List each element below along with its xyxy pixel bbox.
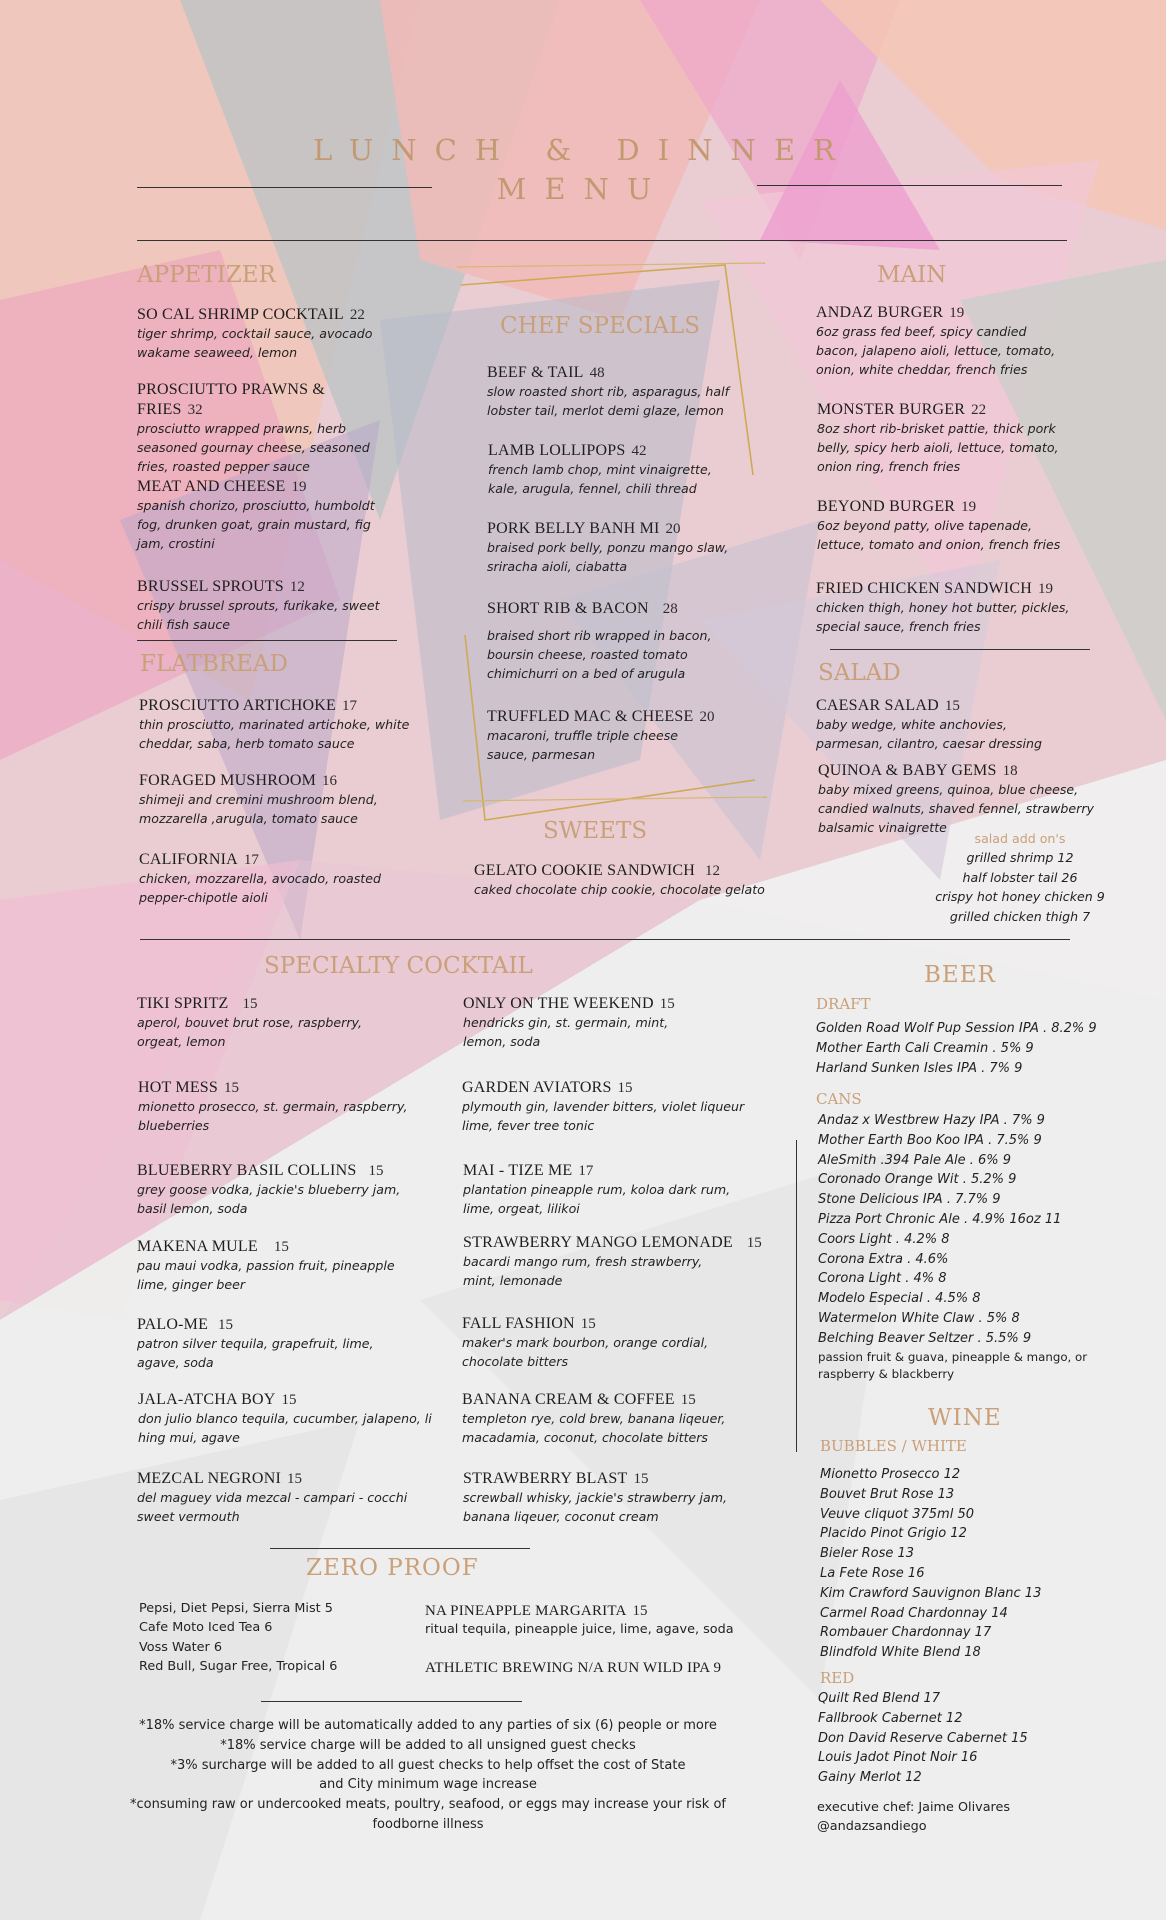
appetizer-heading: APPETIZER bbox=[137, 262, 276, 288]
item-name: NA PINEAPPLE MARGARITA bbox=[425, 1603, 627, 1619]
menu-item bbox=[487, 518, 747, 576]
item-price: 17 bbox=[578, 1163, 594, 1179]
item-price: 28 bbox=[662, 601, 678, 617]
wine-item: Mionetto Prosecco 12 bbox=[820, 1467, 961, 1482]
menu-item bbox=[137, 304, 407, 362]
addon-item: grilled shrimp 12 bbox=[966, 850, 1074, 865]
item-description: macaroni, truffle triple cheese sauce, parmesan bbox=[487, 728, 679, 762]
can-item: Corona Light . 4% 8 bbox=[818, 1271, 947, 1287]
item-description: grey goose vodka, jackie's blueberry jam, basil lemon, soda bbox=[137, 1182, 401, 1216]
item-description: 6oz beyond patty, olive tapenade, lettuce, tomato and onion, french fries bbox=[817, 518, 1061, 552]
can-item: Andaz x Westbrew Hazy IPA . 7% 9 bbox=[818, 1113, 1045, 1128]
item-description: mionetto prosecco, st. germain, raspberry, blueberries bbox=[138, 1099, 408, 1133]
note-line: *18% service charge will be automatically added to any parties of six (6) people or more bbox=[139, 1718, 717, 1733]
cans-heading: CANS bbox=[816, 1090, 862, 1108]
item-name: BRUSSEL SPROUTS bbox=[137, 578, 284, 595]
menu-item bbox=[816, 302, 1071, 379]
item-price: 15 bbox=[680, 1392, 696, 1408]
wine-item: Veuve cliquot 375ml 50 bbox=[820, 1506, 975, 1522]
can-item: Pizza Port Chronic Ale . 4.9% 16oz 11 bbox=[818, 1211, 1062, 1227]
menu-item bbox=[138, 1077, 428, 1135]
item-description: braised short rib wrapped in bacon, boursin cheese, roasted tomato chimichurri on a bed of arugula bbox=[487, 628, 712, 681]
item-name: BANANA CREAM & COFFEE bbox=[462, 1391, 675, 1408]
zero-proof-list bbox=[139, 1599, 337, 1677]
wine-item: Fallbrook Cabernet 12 bbox=[818, 1710, 963, 1726]
item-price: 15 bbox=[242, 996, 258, 1012]
item-name: TIKI SPRITZ bbox=[137, 995, 229, 1012]
item-name: MEZCAL NEGRONI bbox=[137, 1470, 281, 1487]
item-description: caked chocolate chip cookie, chocolate gelato bbox=[474, 882, 765, 897]
item-name: GARDEN AVIATORS bbox=[462, 1079, 612, 1096]
menu-item bbox=[816, 578, 1081, 636]
draft-item: Golden Road Wolf Pup Session IPA . 8.2% 9 bbox=[816, 1021, 1097, 1036]
item-description: plantation pineapple rum, koloa dark rum, lime, orgeat, lilikoi bbox=[463, 1182, 731, 1216]
item-price: 15 bbox=[944, 698, 960, 714]
notes-rule bbox=[261, 1701, 522, 1702]
menu-item bbox=[139, 849, 409, 907]
chef-specials-heading: CHEF SPECIALS bbox=[500, 313, 701, 339]
salad-addons bbox=[930, 830, 1110, 926]
instagram-handle: @andazsandiego bbox=[817, 1819, 927, 1834]
item-price: 20 bbox=[699, 709, 715, 725]
item-price: 32 bbox=[187, 402, 203, 418]
menu-item bbox=[463, 993, 693, 1051]
draft-list bbox=[816, 1019, 1097, 1078]
item-name: MAI - TIZE ME bbox=[463, 1162, 573, 1179]
item-name: ONLY ON THE WEEKEND bbox=[463, 995, 654, 1012]
item-name: GELATO COOKIE SANDWICH bbox=[474, 862, 695, 879]
item-description: patron silver tequila, grapefruit, lime, agave, soda bbox=[137, 1336, 374, 1370]
item-price: 17 bbox=[243, 852, 259, 868]
menu-item bbox=[818, 760, 1118, 837]
item-description: baby wedge, white anchovies, parmesan, cilantro, caesar dressing bbox=[816, 717, 1042, 751]
item-price: 42 bbox=[631, 443, 647, 459]
header-rule-right bbox=[757, 185, 1062, 186]
menu-item bbox=[137, 1468, 427, 1526]
beer-vertical-rule bbox=[796, 1140, 797, 1452]
header-divider bbox=[137, 240, 1067, 241]
item-description: spanish chorizo, prosciutto, humboldt fog, drunken goat, grain mustard, fig jam, crostini bbox=[137, 498, 375, 551]
item-description: baby mixed greens, quinoa, blue cheese, candied walnuts, shaved fennel, strawberry balsamic vinaigrette bbox=[818, 782, 1094, 835]
addon-item: grilled chicken thigh 7 bbox=[949, 908, 1091, 924]
item-description: slow roasted short rib, asparagus, half lobster tail, merlot demi glaze, lemon bbox=[487, 384, 730, 418]
main-heading: MAIN bbox=[877, 262, 947, 288]
item-price: 15 bbox=[286, 1471, 302, 1487]
item-description: 6oz grass fed beef, spicy candied bacon, jalapeno aioli, lettuce, tomato, onion, white cheddar, french fries bbox=[816, 324, 1056, 377]
header-rule-left bbox=[137, 187, 432, 188]
white-wine-list bbox=[820, 1465, 1041, 1663]
cans-list bbox=[818, 1111, 1108, 1383]
footer-credits bbox=[817, 1798, 1010, 1836]
item-price: 15 bbox=[659, 996, 675, 1012]
wine-heading: WINE bbox=[928, 1405, 1002, 1431]
item-price: 15 bbox=[617, 1080, 633, 1096]
draft-item: Harland Sunken Isles IPA . 7% 9 bbox=[816, 1060, 1023, 1076]
item-price: 17 bbox=[341, 698, 357, 714]
item-name: PALO-ME bbox=[137, 1316, 209, 1333]
item-description: tiger shrimp, cocktail sauce, avocado wakame seaweed, lemon bbox=[137, 326, 373, 360]
item-name: SHORT RIB & BACON bbox=[487, 600, 649, 617]
item-description: shimeji and cremini mushroom blend, mozzarella ,arugula, tomato sauce bbox=[139, 792, 378, 826]
menu-item bbox=[488, 440, 733, 498]
menu-item bbox=[139, 695, 424, 753]
draft-item: Mother Earth Cali Creamin . 5% 9 bbox=[816, 1040, 1034, 1056]
item-price: 22 bbox=[971, 402, 987, 418]
item-description: aperol, bouvet brut rose, raspberry, orgeat, lemon bbox=[137, 1015, 362, 1049]
item-description: maker's mark bourbon, orange cordial, chocolate bitters bbox=[462, 1335, 709, 1369]
menu-item bbox=[137, 476, 392, 553]
item-description: screwball whisky, jackie's strawberry jam, banana liqeuer, coconut cream bbox=[463, 1490, 727, 1524]
menu-item bbox=[425, 1600, 755, 1639]
zero-proof-rule bbox=[270, 1548, 530, 1549]
item-name: FRIED CHICKEN SANDWICH bbox=[816, 580, 1032, 597]
can-item: Belching Beaver Seltzer . 5.5% 9 bbox=[818, 1330, 1032, 1346]
menu-item bbox=[474, 860, 794, 899]
item-price: 15 bbox=[218, 1317, 234, 1333]
salad-addons-heading: salad add on's bbox=[974, 831, 1066, 846]
menu-item bbox=[137, 993, 397, 1051]
item-price: 15 bbox=[632, 1603, 648, 1619]
wine-item: Quilt Red Blend 17 bbox=[818, 1691, 941, 1706]
item-name: MEAT AND CHEESE bbox=[137, 478, 286, 495]
menu-item bbox=[137, 379, 392, 476]
note-line: *3% surcharge will be added to all guest checks to help offset the cost of State and City minimum wage increase bbox=[170, 1757, 686, 1793]
beer-heading: BEER bbox=[924, 962, 996, 988]
item-description: french lamb chop, mint vinaigrette, kale, arugula, fennel, chili thread bbox=[488, 462, 712, 496]
item-description: chicken, mozzarella, avocado, roasted pepper-chipotle aioli bbox=[139, 871, 381, 905]
item-description: del maguey vida mezcal - campari - cocchi sweet vermouth bbox=[137, 1490, 408, 1524]
item-description: don julio blanco tequila, cucumber, jalapeno, li hing mui, agave bbox=[138, 1411, 432, 1445]
item-name: JALA-ATCHA BOY bbox=[138, 1391, 276, 1408]
can-item: Modelo Especial . 4.5% 8 bbox=[818, 1291, 981, 1307]
item-price: 15 bbox=[746, 1235, 762, 1251]
item-name: CAESAR SALAD bbox=[816, 697, 939, 714]
wine-item: Blindfold White Blend 18 bbox=[820, 1645, 981, 1661]
item-name: BEEF & TAIL bbox=[487, 364, 584, 381]
item-description: templeton rye, cold brew, banana liqeuer, macadamia, coconut, chocolate bitters bbox=[462, 1411, 726, 1445]
zero-proof-item: Voss Water 6 bbox=[139, 1639, 223, 1655]
item-description: crispy brussel sprouts, furikake, sweet chili fish sauce bbox=[137, 598, 380, 632]
menu-item bbox=[462, 1314, 722, 1371]
menu-item bbox=[137, 1160, 432, 1218]
item-description: hendricks gin, st. germain, mint, lemon, soda bbox=[463, 1015, 669, 1049]
menu-item bbox=[817, 496, 1082, 554]
item-name: PROSCIUTTO ARTICHOKE bbox=[139, 697, 336, 714]
item-price: 20 bbox=[665, 521, 681, 537]
zero-proof-item: Red Bull, Sugar Free, Tropical 6 bbox=[139, 1659, 338, 1675]
note-line: *consuming raw or undercooked meats, poultry, seafood, or eggs may increase your risk of foodborne illness bbox=[129, 1797, 726, 1832]
menu-item bbox=[463, 1468, 753, 1526]
wine-item: La Fete Rose 16 bbox=[820, 1565, 925, 1581]
item-name: PROSCIUTTO PRAWNS & FRIES bbox=[137, 381, 326, 418]
item-price: 15 bbox=[273, 1239, 289, 1255]
wine-item: Louis Jadot Pinot Noir 16 bbox=[818, 1750, 978, 1766]
menu-item bbox=[137, 1236, 422, 1294]
main-divider bbox=[830, 649, 1090, 650]
item-name: SO CAL SHRIMP COCKTAIL bbox=[137, 306, 344, 323]
item-description: pau maui vodka, passion fruit, pineapple lime, ginger beer bbox=[137, 1258, 395, 1292]
wine-item: Gainy Merlot 12 bbox=[818, 1770, 922, 1786]
menu-title-line1: LUNCH & DINNER bbox=[313, 133, 853, 167]
menu-title-line2: MENU bbox=[496, 172, 670, 206]
item-name: MONSTER BURGER bbox=[817, 401, 966, 418]
red-wine-heading: RED bbox=[820, 1669, 855, 1687]
appetizer-divider bbox=[137, 640, 397, 641]
item-price: 16 bbox=[322, 773, 338, 789]
item-price: 15 bbox=[281, 1392, 297, 1408]
item-description: thin prosciutto, marinated artichoke, white cheddar, saba, herb tomato sauce bbox=[139, 717, 410, 751]
zero-proof-item: Cafe Moto Iced Tea 6 bbox=[139, 1620, 273, 1636]
wine-item: Carmel Road Chardonnay 14 bbox=[820, 1605, 1008, 1621]
executive-chef: executive chef: Jaime Olivares bbox=[817, 1800, 1011, 1815]
flatbread-heading: FLATBREAD bbox=[140, 651, 288, 677]
can-item: Stone Delicious IPA . 7.7% 9 bbox=[818, 1192, 1001, 1208]
item-name: PORK BELLY BANH MI bbox=[487, 520, 660, 537]
zero-proof-heading: ZERO PROOF bbox=[306, 1555, 479, 1581]
wine-item: Bouvet Brut Rose 13 bbox=[820, 1486, 955, 1502]
menu-item bbox=[137, 576, 392, 634]
white-wine-heading: BUBBLES / WHITE bbox=[820, 1437, 967, 1455]
item-name: FALL FASHION bbox=[462, 1315, 575, 1332]
item-description: 8oz short rib-brisket pattie, thick pork belly, spicy herb aioli, lettuce, tomato, onion ring, french fries bbox=[817, 421, 1059, 474]
item-price: 19 bbox=[949, 305, 965, 321]
can-item: Mother Earth Boo Koo IPA . 7.5% 9 bbox=[818, 1132, 1042, 1148]
can-item: Coronado Orange Wit . 5.2% 9 bbox=[818, 1172, 1017, 1188]
can-item: Coors Light . 4.2% 8 bbox=[818, 1231, 950, 1247]
red-wine-list bbox=[818, 1689, 1028, 1788]
menu-item bbox=[487, 706, 757, 764]
addon-item: crispy hot honey chicken 9 bbox=[935, 889, 1105, 904]
item-description: bacardi mango rum, fresh strawberry, mint, lemonade bbox=[463, 1254, 703, 1288]
item-name: MAKENA MULE bbox=[137, 1238, 258, 1255]
item-description: ritual tequila, pineapple juice, lime, agave, soda bbox=[425, 1622, 734, 1637]
item-price: 12 bbox=[704, 863, 720, 879]
item-name: STRAWBERRY MANGO LEMONADE bbox=[463, 1234, 733, 1251]
can-item: Watermelon White Claw . 5% 8 bbox=[818, 1310, 1020, 1326]
menu-item bbox=[463, 1232, 762, 1290]
item-price: 15 bbox=[580, 1316, 596, 1332]
item-description: prosciutto wrapped prawns, herb seasoned gournay cheese, seasoned fries, roasted pepper sauce bbox=[137, 421, 370, 474]
sweets-heading: SWEETS bbox=[543, 818, 648, 844]
wine-item: Rombauer Chardonnay 17 bbox=[820, 1625, 992, 1641]
item-name: CALIFORNIA bbox=[139, 851, 238, 868]
item-price: 22 bbox=[349, 307, 365, 323]
item-description: braised pork belly, ponzu mango slaw, sriracha aioli, ciabatta bbox=[487, 540, 729, 574]
menu-item bbox=[817, 399, 1072, 476]
wine-item: Kim Crawford Sauvignon Blanc 13 bbox=[820, 1585, 1042, 1601]
item-price: 15 bbox=[368, 1163, 384, 1179]
wine-item: Placido Pinot Grigio 12 bbox=[820, 1526, 967, 1542]
item-name: BEYOND BURGER bbox=[817, 498, 956, 515]
item-name: TRUFFLED MAC & CHEESE bbox=[487, 708, 694, 725]
item-name: BLUEBERRY BASIL COLLINS bbox=[137, 1162, 357, 1179]
middle-divider bbox=[140, 939, 1070, 940]
menu-item bbox=[137, 1314, 402, 1372]
item-price: 18 bbox=[1002, 763, 1018, 779]
item-name: FORAGED MUSHROOM bbox=[139, 772, 317, 789]
note-line: *18% service charge will be added to all unsigned guest checks bbox=[220, 1737, 636, 1753]
menu-item bbox=[462, 1389, 757, 1447]
item-name: ANDAZ BURGER bbox=[816, 304, 944, 321]
item-price: 48 bbox=[589, 365, 605, 381]
menu-item bbox=[139, 770, 399, 828]
menu-item bbox=[487, 362, 752, 420]
menu-item bbox=[487, 598, 737, 683]
can-item: Corona Extra . 4.6% bbox=[818, 1251, 949, 1267]
athletic-brewing-item: ATHLETIC BREWING N/A RUN WILD IPA 9 bbox=[425, 1660, 722, 1676]
salad-heading: SALAD bbox=[818, 660, 901, 686]
item-description: chicken thigh, honey hot butter, pickles, special sauce, french fries bbox=[816, 600, 1070, 634]
item-price: 19 bbox=[291, 479, 307, 495]
item-name: LAMB LOLLIPOPS bbox=[488, 442, 626, 459]
item-price: 15 bbox=[633, 1471, 649, 1487]
menu-item bbox=[463, 1160, 763, 1218]
item-name: HOT MESS bbox=[138, 1079, 218, 1096]
menu-item bbox=[138, 1389, 438, 1447]
item-name: STRAWBERRY BLAST bbox=[463, 1470, 628, 1487]
seltzer-flavors: passion fruit & guava, pineapple & mango, or raspberry & blackberry bbox=[818, 1349, 1088, 1381]
draft-heading: DRAFT bbox=[816, 995, 871, 1013]
wine-item: Bieler Rose 13 bbox=[820, 1546, 915, 1562]
specialty-cocktail-heading: SPECIALTY COCKTAIL bbox=[264, 953, 533, 979]
zero-proof-item: Pepsi, Diet Pepsi, Sierra Mist 5 bbox=[139, 1601, 333, 1616]
service-notes bbox=[128, 1716, 728, 1835]
can-item: AleSmith .394 Pale Ale . 6% 9 bbox=[818, 1152, 1012, 1168]
item-price: 15 bbox=[224, 1080, 239, 1096]
menu-item bbox=[462, 1077, 767, 1135]
item-price: 12 bbox=[289, 579, 305, 595]
item-description: plymouth gin, lavender bitters, violet liqueur lime, fever tree tonic bbox=[462, 1099, 745, 1133]
item-price: 19 bbox=[1037, 581, 1053, 597]
item-name: QUINOA & BABY GEMS bbox=[818, 762, 997, 779]
menu-item bbox=[816, 695, 1076, 753]
addon-item: half lobster tail 26 bbox=[962, 869, 1078, 885]
wine-item: Don David Reserve Cabernet 15 bbox=[818, 1730, 1028, 1746]
item-price: 19 bbox=[961, 499, 977, 515]
